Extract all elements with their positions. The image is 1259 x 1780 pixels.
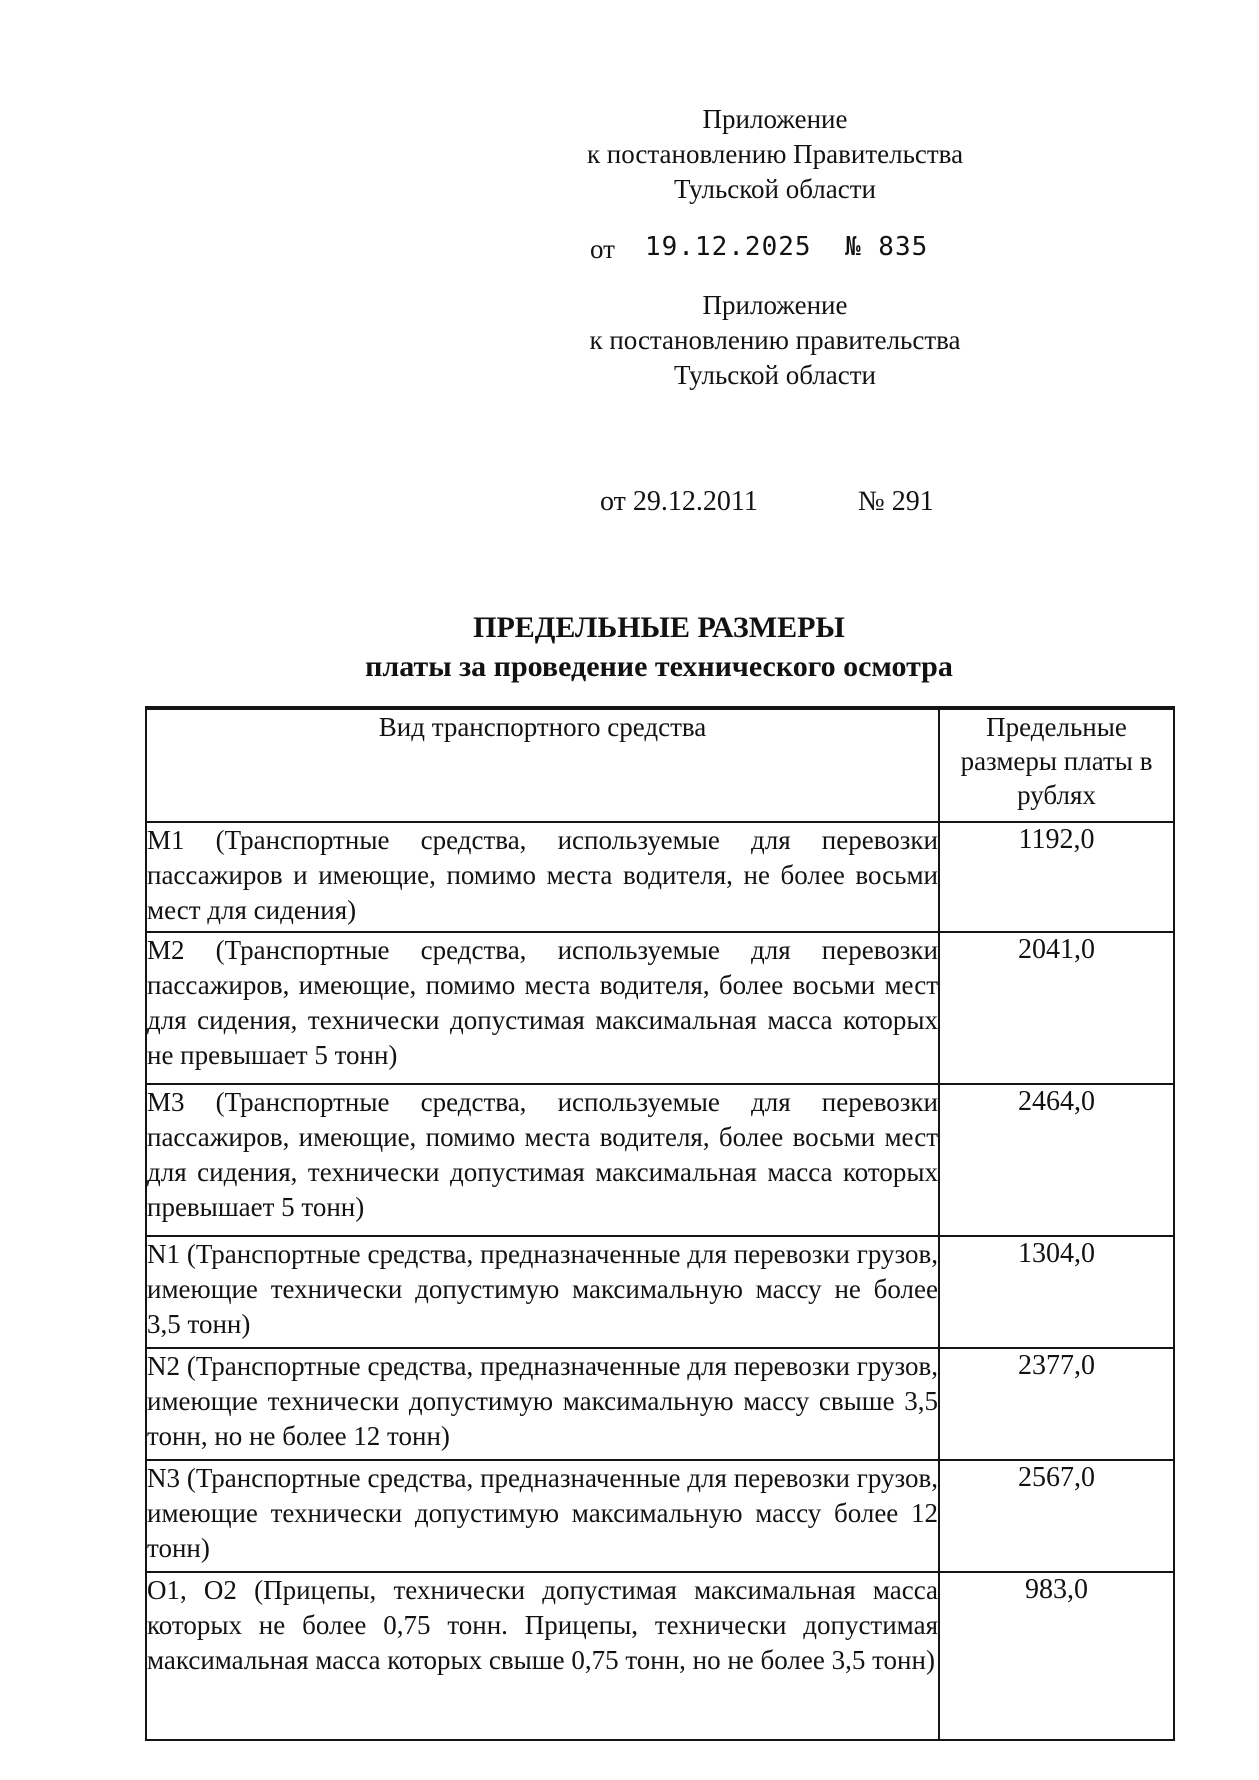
table-row-n1 xyxy=(146,1236,1174,1348)
fee-cell: 2041,0 xyxy=(939,932,1174,1084)
decree-date-line-1 xyxy=(545,232,1005,268)
table-row-o1-o2 xyxy=(146,1572,1174,1740)
decree-date-line-2 xyxy=(545,486,1005,522)
appendix2-line3: Тульской области xyxy=(674,360,876,390)
title-line2: платы за проведение технического осмотра xyxy=(365,650,953,683)
appendix-block-2 xyxy=(545,288,1005,393)
fee-cell: 2377,0 xyxy=(939,1348,1174,1460)
appendix2-line1: Приложение xyxy=(702,290,848,320)
table-row-m1 xyxy=(146,822,1174,932)
decree1-number: № 835 xyxy=(845,232,929,262)
fees-table xyxy=(145,706,1175,1741)
fee-cell: 1304,0 xyxy=(939,1236,1174,1348)
table-row-n2 xyxy=(146,1348,1174,1460)
appendix2-line2: к постановлению правительства xyxy=(589,325,961,355)
fee-cell: 983,0 xyxy=(939,1572,1174,1740)
table-header-row xyxy=(146,708,1174,822)
appendix1-line1: Приложение xyxy=(702,104,848,134)
vehicle-type-cell: M3 (Транспортные средства, используемые для перевозки пассажиров, имеющие, помимо места водителя, более восьми мест для сидения, технически допустимая максимальная масса которых превышает 5 тонн) xyxy=(146,1084,939,1236)
table-row-m2 xyxy=(146,932,1174,1084)
fee-header-text: Предельные размеры платы в рублях xyxy=(960,712,1153,810)
title-line1: ПРЕДЕЛЬНЫЕ РАЗМЕРЫ xyxy=(473,611,845,644)
table-row-m3 xyxy=(146,1084,1174,1236)
vehicle-type-cell: O1, O2 (Прицепы, технически допустимая максимальная масса которых не более 0,75 тонн. Прицепы, технически допустимая максимальная масса которых свыше 0,75 тонн, но не более 3,5 тонн) xyxy=(146,1572,939,1740)
vehicle-type-cell: M1 (Транспортные средства, используемые для перевозки пассажиров и имеющие, помимо места водителя, не более восьми мест для сидения) xyxy=(146,822,939,932)
document-title xyxy=(145,608,1173,686)
fee-cell: 2567,0 xyxy=(939,1460,1174,1572)
decree2-number: № 291 xyxy=(858,486,934,517)
date1-prefix: от xyxy=(590,234,615,264)
table-row-n3 xyxy=(146,1460,1174,1572)
appendix1-line3: Тульской области xyxy=(674,174,876,204)
date2-value: от 29.12.2011 xyxy=(600,486,758,517)
appendix-block-1 xyxy=(545,102,1005,207)
vehicle-type-cell: N2 (Транспортные средства, предназначенные для перевозки грузов, имеющие технически допустимую максимальную массу свыше 3,5 тонн, но не более 12 тонн) xyxy=(146,1348,939,1460)
fee-header xyxy=(939,708,1174,822)
date1-value: 19.12.2025 xyxy=(645,232,812,262)
fee-cell: 1192,0 xyxy=(939,822,1174,932)
vehicle-type-cell: N3 (Транспортные средства, предназначенные для перевозки грузов, имеющие технически допустимую максимальную массу более 12 тонн) xyxy=(146,1460,939,1572)
vehicle-type-header: Вид транспортного средства xyxy=(146,708,939,822)
appendix1-line2: к постановлению Правительства xyxy=(586,139,964,169)
vehicle-type-cell: M2 (Транспортные средства, используемые для перевозки пассажиров, имеющие, помимо места водителя, более восьми мест для сидения, технически допустимая максимальная масса которых не превышает 5 тонн) xyxy=(146,932,939,1084)
vehicle-type-cell: N1 (Транспортные средства, предназначенные для перевозки грузов, имеющие технически допустимую максимальную массу не более 3,5 тонн) xyxy=(146,1236,939,1348)
fee-cell: 2464,0 xyxy=(939,1084,1174,1236)
